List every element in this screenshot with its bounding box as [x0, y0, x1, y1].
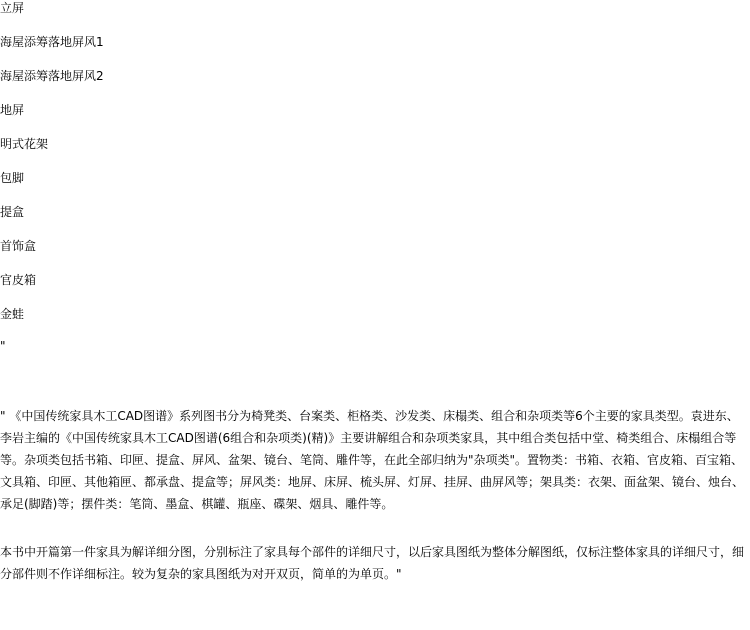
list-item: 明式花架: [0, 137, 49, 151]
list-item: 地屏: [0, 103, 25, 117]
list-item: 官皮箱: [0, 273, 37, 287]
list-item: 金蛙: [0, 307, 25, 321]
list-item: 海屋添筹落地屏风2: [0, 69, 104, 83]
list-item: 立屏: [0, 1, 25, 15]
description-paragraph: " 《中国传统家具木工CAD图谱》系列图书分为椅凳类、台案类、柜格类、沙发类、床榻类、组合和杂项类等6个主要的家具类型。袁进东、李岩主编的《中国传统家具木工CAD图谱(6组合和杂项类)(精)》主要讲解组合和杂项类家具，其中组合类包括中堂、椅类组合、床榻组合等等。杂项类包括书箱、印匣、提盒、屏风、盆架、镜台、笔筒、雕件等，在此全部归纳为"杂项类"。置物类：书箱、衣箱、官皮箱、百宝箱、文具箱、印匣、其他箱匣、都承盘、提盒等；屏风类：地屏、床屏、梳头屏、灯屏、挂屏、曲屏风等；架具类：衣架、面盆架、镜台、烛台、承足(脚踏)等；摆件类：笔筒、墨盒、棋罐、瓶座、碟架、烟具、雕件等。: [0, 409, 745, 511]
list-item: 海屋添筹落地屏风1: [0, 35, 104, 49]
description-paragraph-2: 本书中开篇第一件家具为解详细分图，分别标注了家具每个部件的详细尺寸，以后家具图纸为整体分解图纸，仅标注整体家具的详细尺寸，细分部件则不作详细标注。较为复杂的家具图纸为对开双页，简单的为单页。": [0, 545, 745, 581]
list-item: 首饰盒: [0, 239, 37, 253]
list-item: 提盒: [0, 205, 25, 219]
closing-quote: ": [0, 339, 6, 353]
list-item: 包脚: [0, 171, 25, 185]
